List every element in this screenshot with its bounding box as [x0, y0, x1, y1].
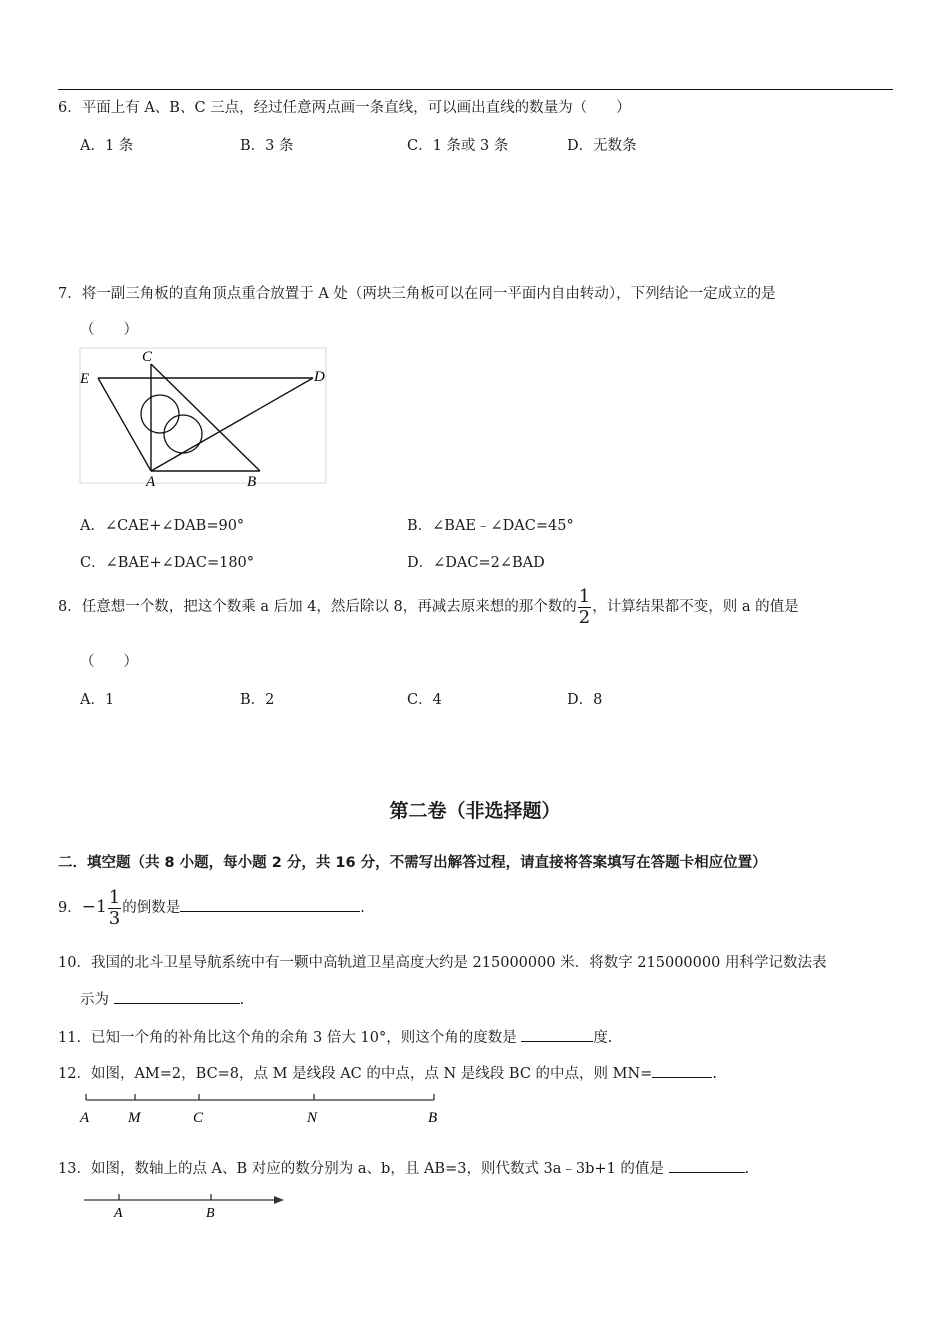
- q12-label-m: M: [128, 1110, 141, 1126]
- q13-axis-arrow-icon: [274, 1196, 284, 1204]
- q8-option-d: D．8: [567, 692, 603, 708]
- q9-frac-num: 1: [108, 886, 121, 908]
- q12-text: 12．如图，AM=2，BC=8，点 M 是线段 AC 的中点，点 N 是线段 BC 的中点，则 MN=: [58, 1066, 653, 1082]
- question-11: [58, 1026, 612, 1047]
- q12-label-b: B: [428, 1110, 438, 1126]
- q8-frac-den: 2: [578, 606, 591, 628]
- q7-label-b: B: [247, 474, 257, 489]
- q9-end: .: [360, 900, 365, 916]
- q8-option-c: C．4: [407, 692, 442, 708]
- part-2-title: 第二卷（非选择题）: [389, 800, 561, 822]
- q11-text: 11．已知一个角的补角比这个角的余角 3 倍大 10°，则这个角的度数是: [58, 1030, 517, 1046]
- question-10-line2: [80, 988, 244, 1009]
- q13-answer-blank[interactable]: [669, 1158, 745, 1173]
- q6-option-c: C．1 条或 3 条: [407, 138, 509, 154]
- q7-label-c: C: [142, 349, 153, 365]
- q7-label-a: A: [146, 474, 156, 489]
- q7-option-c: C．∠BAE+∠DAC=180°: [80, 555, 255, 571]
- q7-option-a: A．∠CAE+∠DAB=90°: [80, 518, 245, 534]
- q7-label-e: E: [80, 371, 90, 387]
- question-12: [58, 1062, 717, 1083]
- question-7-stem: 7．将一副三角板的直角顶点重合放置于 A 处（两块三角板可以在同一平面内自由转动），下列结论一定成立的是: [58, 286, 776, 302]
- q7-triangle-figure: [76, 344, 336, 489]
- q11-end: 度.: [593, 1030, 613, 1046]
- q7-label-d: D: [314, 369, 325, 385]
- top-rule: [58, 89, 893, 90]
- q11-answer-blank[interactable]: [521, 1027, 593, 1042]
- q13-label-a: A: [114, 1206, 123, 1221]
- q9-answer-blank[interactable]: [180, 897, 360, 912]
- q10-end: .: [239, 992, 245, 1008]
- question-10-line1: 10．我国的北斗卫星导航系统中有一颗中高轨道卫星高度大约是 215000000 米．将数字 215000000 用科学记数法表: [58, 955, 827, 971]
- question-6-stem: 6．平面上有 A、B、C 三点，经过任意两点画一条直线，可以画出直线的数量为（ ）: [58, 100, 631, 116]
- q8-frac-num: 1: [578, 585, 591, 607]
- question-7-paren: （ ）: [80, 322, 138, 338]
- q9-frac-den: 3: [108, 907, 121, 929]
- q8-fraction-half: [578, 585, 591, 628]
- question-9: [58, 885, 365, 930]
- q12-label-a: A: [80, 1110, 90, 1126]
- q8-stem-before: 8．任意想一个数，把这个数乘 a 后加 4，然后除以 8，再减去原来想的那个数的: [58, 599, 577, 615]
- q12-label-n: N: [307, 1110, 318, 1126]
- q10-line2-text: 示为: [80, 992, 109, 1008]
- section-2-instructions: 二．填空题（共 8 小题，每小题 2 分，共 16 分，不需写出解答过程，请直接将答案填写在答题卡相应位置）: [58, 855, 767, 871]
- q13-end: .: [744, 1161, 750, 1177]
- q9-text: 的倒数是: [122, 900, 181, 916]
- q10-answer-blank[interactable]: [114, 989, 240, 1004]
- q12-label-c: C: [193, 1110, 204, 1126]
- q7-option-b: B．∠BAE﹣∠DAC=45°: [407, 518, 574, 534]
- q9-whole-part: −1: [81, 897, 107, 917]
- q6-option-b: B．3 条: [240, 138, 294, 154]
- q9-number: 9．: [58, 900, 82, 916]
- q13-text: 13．如图，数轴上的点 A、B 对应的数分别为 a、b，且 AB=3，则代数式 3a﹣3b+1 的值是: [58, 1161, 664, 1177]
- q6-option-d: D．无数条: [567, 138, 637, 154]
- q6-option-a: A．1 条: [80, 138, 134, 154]
- q13-label-b: B: [206, 1206, 215, 1221]
- question-8-stem: [58, 585, 799, 629]
- question-8-paren: （ ）: [80, 654, 138, 670]
- q12-segment-figure: [74, 1088, 454, 1128]
- q8-option-b: B．2: [240, 692, 275, 708]
- q8-option-a: A．1: [80, 692, 115, 708]
- q7-option-d: D．∠DAC=2∠BAD: [407, 555, 545, 571]
- q9-fraction-third: [108, 886, 121, 929]
- question-13: [58, 1157, 749, 1178]
- q13-number-line-figure: [80, 1188, 290, 1222]
- q12-end: .: [712, 1066, 717, 1082]
- q12-answer-blank[interactable]: [652, 1063, 712, 1078]
- q8-stem-after: ，计算结果都不变，则 a 的值是: [592, 599, 799, 615]
